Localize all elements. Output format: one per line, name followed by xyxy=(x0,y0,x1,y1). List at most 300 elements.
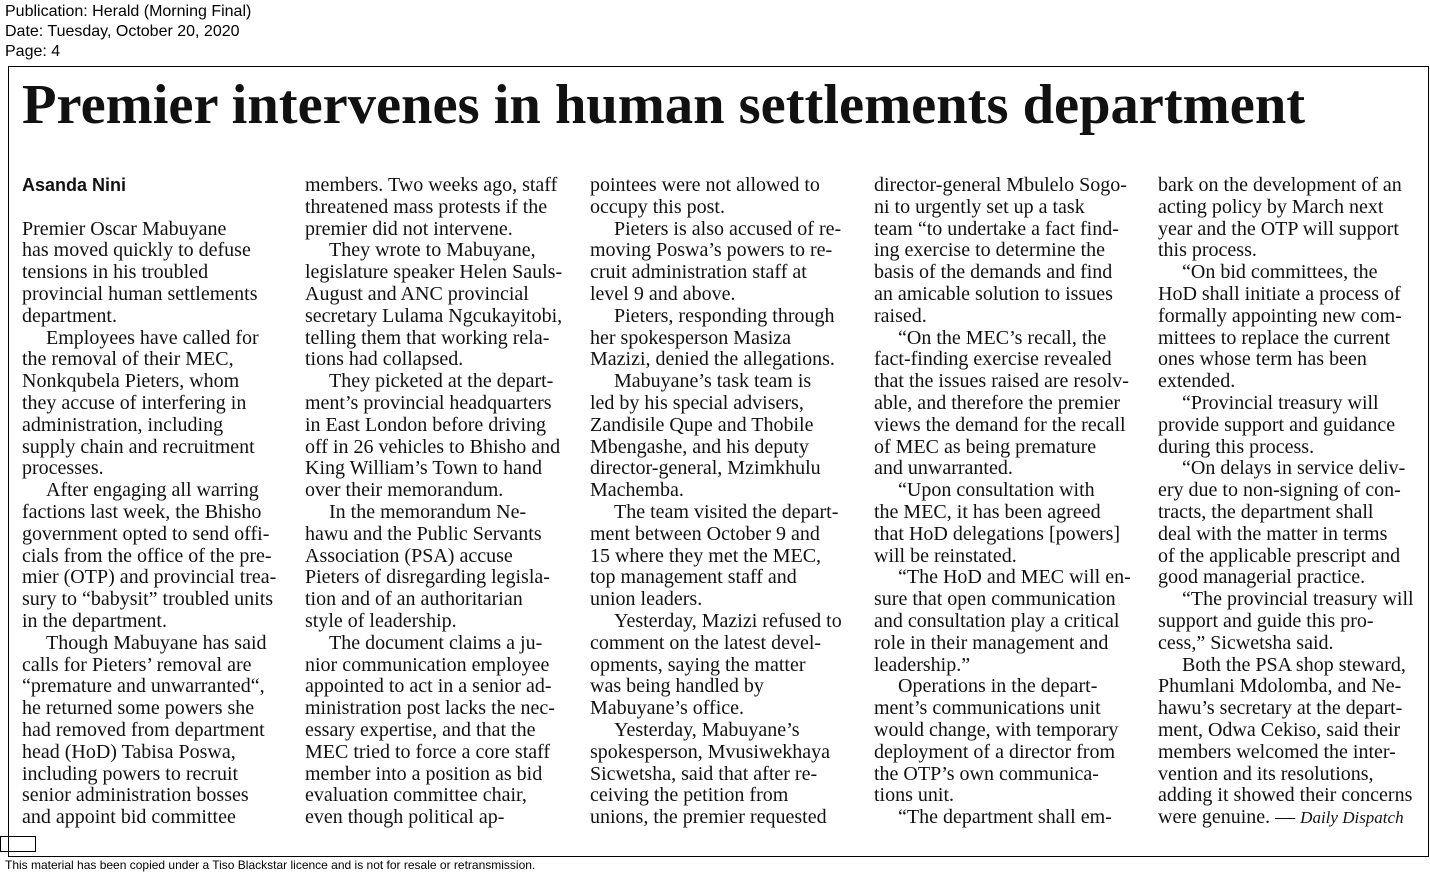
line-text: off in 26 vehicles to Bhisho and xyxy=(305,435,561,458)
line-text: was being handled by xyxy=(590,675,764,698)
text-line xyxy=(305,415,567,437)
line-text: Premier Oscar Mabuyane xyxy=(22,217,227,240)
line-text: ministration post lacks the nec- xyxy=(305,697,555,720)
date-line: Date: Tuesday, October 20, 2020 xyxy=(5,23,240,40)
line-text: Machemba. xyxy=(590,479,684,502)
text-line xyxy=(590,785,852,807)
line-text: “On delays in service deliv- xyxy=(1182,457,1406,480)
text-line xyxy=(1158,742,1420,764)
text-line xyxy=(1158,284,1420,306)
text-line xyxy=(1158,458,1420,480)
line-text: Operations in the depart- xyxy=(898,675,1098,698)
line-text: Pieters is also accused of re- xyxy=(614,217,842,240)
line-text: mier (OTP) and provincial trea- xyxy=(22,566,277,589)
text-line xyxy=(1158,262,1420,284)
text-line xyxy=(22,480,284,502)
line-text: The team visited the depart- xyxy=(614,500,839,523)
line-text: had removed from department xyxy=(22,718,265,741)
line-text: essary expertise, and that the xyxy=(305,718,536,741)
text-line xyxy=(1158,349,1420,371)
text-line xyxy=(874,197,1136,219)
text-line xyxy=(874,480,1136,502)
paragraph xyxy=(22,219,284,328)
text-line xyxy=(590,458,852,480)
text-line xyxy=(22,415,284,437)
line-text: Phumlani Mdolomba, and Ne- xyxy=(1158,675,1402,698)
text-line xyxy=(590,284,852,306)
paragraph xyxy=(590,175,852,219)
corner-mark xyxy=(0,836,36,852)
line-text: unions, the premier requested xyxy=(590,806,827,829)
paragraph xyxy=(1158,458,1420,589)
text-line xyxy=(874,764,1136,786)
line-text: this process. xyxy=(1158,239,1257,262)
text-line xyxy=(874,349,1136,371)
article-column-1 xyxy=(22,175,284,829)
text-line xyxy=(1158,328,1420,350)
text-line xyxy=(1158,240,1420,262)
text-line xyxy=(22,698,284,720)
text-line xyxy=(1158,546,1420,568)
text-line xyxy=(590,524,852,546)
line-text: in the department. xyxy=(22,609,167,632)
paragraph xyxy=(305,633,567,829)
paragraph xyxy=(305,502,567,633)
line-text: the removal of their MEC, xyxy=(22,348,234,371)
line-text: director-general Mbulelo Sogo- xyxy=(874,174,1127,196)
line-text: head (HoD) Tabisa Poswa, xyxy=(22,740,236,763)
text-line xyxy=(22,785,284,807)
text-line xyxy=(874,633,1136,655)
text-line xyxy=(305,676,567,698)
line-text: opments, saying the matter xyxy=(590,653,806,676)
text-line xyxy=(590,633,852,655)
text-line xyxy=(874,328,1136,350)
text-line xyxy=(305,349,567,371)
text-line xyxy=(590,328,852,350)
line-text: team “to undertake a fact find- xyxy=(874,217,1119,240)
line-text: during this process. xyxy=(1158,435,1315,458)
line-text: spokesperson, Mvusiwekhaya xyxy=(590,740,830,763)
text-line xyxy=(22,306,284,328)
text-line xyxy=(874,720,1136,742)
page-line: Page: 4 xyxy=(5,43,61,60)
text-line xyxy=(1158,698,1420,720)
line-text: calls for Pieters’ removal are xyxy=(22,653,252,676)
text-line xyxy=(590,611,852,633)
text-line xyxy=(305,764,567,786)
line-text: director-general, Mzimkhulu xyxy=(590,457,821,480)
line-text: will be reinstated. xyxy=(874,544,1017,567)
line-text: Pieters, responding through xyxy=(614,304,835,327)
text-line xyxy=(874,676,1136,698)
line-text: union leaders. xyxy=(590,588,703,611)
text-line xyxy=(590,567,852,589)
text-line xyxy=(590,676,852,698)
text-line xyxy=(1158,589,1420,611)
text-line xyxy=(305,480,567,502)
line-text: “The HoD and MEC will en- xyxy=(898,566,1131,589)
text-line xyxy=(305,175,567,197)
text-line xyxy=(22,349,284,371)
line-text: tion and of an authoritarian xyxy=(305,588,523,611)
text-line xyxy=(305,240,567,262)
line-text: HoD shall initiate a process of xyxy=(1158,282,1401,305)
text-line xyxy=(22,611,284,633)
paragraph xyxy=(874,676,1136,807)
line-text: threatened mass protests if the xyxy=(305,195,548,218)
text-line xyxy=(874,655,1136,677)
line-text: King William’s Town to hand xyxy=(305,457,543,480)
line-text: basis of the demands and find xyxy=(874,261,1113,284)
line-text: ing exercise to determine the xyxy=(874,239,1106,262)
licence-notice: This material has been copied under a Tiso Blackstar licence and is not for resale or retransmission. xyxy=(5,858,536,872)
article-column-3 xyxy=(590,175,852,829)
text-line xyxy=(1158,807,1420,829)
line-text: would change, with temporary xyxy=(874,718,1119,741)
text-line xyxy=(590,589,852,611)
paragraph xyxy=(22,328,284,481)
line-text: they accuse of interfering in xyxy=(22,391,247,414)
text-line xyxy=(874,371,1136,393)
line-text: supply chain and recruitment xyxy=(22,435,255,458)
line-text: able, and therefore the premier xyxy=(874,391,1120,414)
line-text: good managerial practice. xyxy=(1158,566,1366,589)
line-text: Mazizi, denied the allegations. xyxy=(590,348,835,371)
line-text: Mabuyane’s task team is xyxy=(614,370,812,393)
line-text: views the demand for the recall xyxy=(874,413,1126,436)
text-line xyxy=(305,611,567,633)
line-text: ni to urgently set up a task xyxy=(874,195,1085,218)
text-line xyxy=(590,480,852,502)
line-text: sury to “babysit” troubled units xyxy=(22,588,274,611)
text-line xyxy=(874,567,1136,589)
paragraph xyxy=(874,567,1136,676)
text-line xyxy=(305,785,567,807)
paragraph xyxy=(22,480,284,633)
line-text: government opted to send offi- xyxy=(22,522,270,545)
text-line xyxy=(1158,567,1420,589)
paragraph xyxy=(1158,262,1420,393)
text-line xyxy=(874,262,1136,284)
line-text: member into a position as bid xyxy=(305,762,543,785)
text-line xyxy=(305,567,567,589)
line-text: legislature speaker Helen Sauls- xyxy=(305,261,563,284)
text-line xyxy=(305,655,567,677)
line-text: that the issues raised are resolv- xyxy=(874,370,1129,393)
text-line xyxy=(22,742,284,764)
line-text: “Upon consultation with xyxy=(898,479,1095,502)
text-line xyxy=(22,284,284,306)
line-text: including powers to recruit xyxy=(22,762,239,785)
line-text: Zandisile Qupe and Thobile xyxy=(590,413,814,436)
line-text: ment’s communications unit xyxy=(874,697,1101,720)
text-line xyxy=(874,611,1136,633)
line-text: Sicwetsha, said that after re- xyxy=(590,762,818,785)
text-line xyxy=(305,807,567,829)
line-text: vention and its resolutions, xyxy=(1158,762,1374,785)
line-text: an amicable solution to issues xyxy=(874,282,1113,305)
text-line xyxy=(305,284,567,306)
text-line xyxy=(22,567,284,589)
paragraph xyxy=(1158,589,1420,654)
text-line xyxy=(22,328,284,350)
paragraph xyxy=(590,720,852,829)
line-text: moving Poswa’s powers to re- xyxy=(590,239,833,262)
line-text: ment between October 9 and xyxy=(590,522,820,545)
line-text: cruit administration staff at xyxy=(590,261,807,284)
line-text: “On the MEC’s recall, the xyxy=(898,326,1107,349)
text-line xyxy=(22,458,284,480)
publication-line: Publication: Herald (Morning Final) xyxy=(5,3,252,20)
line-text: tracts, the department shall xyxy=(1158,500,1374,523)
line-text: After engaging all warring xyxy=(46,479,259,502)
paragraph xyxy=(590,306,852,371)
line-text: “premature and unwarranted“, xyxy=(22,675,265,698)
paragraph xyxy=(590,219,852,306)
text-line xyxy=(305,698,567,720)
text-line xyxy=(305,589,567,611)
text-line xyxy=(22,589,284,611)
line-text: deployment of a director from xyxy=(874,740,1116,763)
text-line xyxy=(22,655,284,677)
text-line xyxy=(874,415,1136,437)
text-line xyxy=(1158,371,1420,393)
text-line xyxy=(590,502,852,524)
text-line xyxy=(1158,611,1420,633)
text-line xyxy=(590,197,852,219)
line-text: fact-finding exercise revealed xyxy=(874,348,1112,371)
line-text: mittees to replace the current xyxy=(1158,326,1391,349)
text-line xyxy=(305,742,567,764)
line-text: telling them that working rela- xyxy=(305,326,550,349)
text-line xyxy=(22,393,284,415)
line-text: deal with the matter in terms xyxy=(1158,522,1388,545)
text-line xyxy=(874,306,1136,328)
text-line xyxy=(590,219,852,241)
line-text: “The department shall em- xyxy=(898,806,1112,829)
paragraph xyxy=(305,371,567,502)
line-text: of MEC as being premature xyxy=(874,435,1097,458)
line-text: “The provincial treasury will xyxy=(1182,588,1414,611)
text-line xyxy=(305,458,567,480)
text-line xyxy=(305,197,567,219)
line-text: led by his special advisers, xyxy=(590,391,804,414)
article-column-4 xyxy=(874,175,1136,829)
text-line xyxy=(22,371,284,393)
line-text: in East London before driving xyxy=(305,413,547,436)
text-line xyxy=(874,458,1136,480)
line-text: hawu’s secretary at the depart- xyxy=(1158,697,1403,720)
text-line xyxy=(1158,655,1420,677)
line-text: leadership.” xyxy=(874,653,971,676)
line-text: processes. xyxy=(22,457,104,480)
text-line xyxy=(22,720,284,742)
text-line xyxy=(1158,785,1420,807)
line-text: the OTP’s own communica- xyxy=(874,762,1099,785)
line-text: Though Mabuyane has said xyxy=(46,631,267,654)
line-text: has moved quickly to defuse xyxy=(22,239,251,262)
text-line xyxy=(590,306,852,328)
text-line xyxy=(874,240,1136,262)
line-text: bark on the development of an xyxy=(1158,174,1402,196)
line-text: nior communication employee xyxy=(305,653,550,676)
line-text: evaluation committee chair, xyxy=(305,784,527,807)
text-line xyxy=(590,764,852,786)
text-line xyxy=(874,219,1136,241)
text-line xyxy=(22,764,284,786)
text-line xyxy=(874,785,1136,807)
line-text: hawu and the Public Servants xyxy=(305,522,542,545)
text-line xyxy=(1158,502,1420,524)
text-line xyxy=(590,371,852,393)
line-text: tions had collapsed. xyxy=(305,348,464,371)
line-text: August and ANC provincial xyxy=(305,282,529,305)
line-text: factions last week, the Bhisho xyxy=(22,500,262,523)
line-text: the MEC, it has been agreed xyxy=(874,500,1101,523)
text-line xyxy=(874,742,1136,764)
line-text: “Provincial treasury will xyxy=(1182,391,1379,414)
paragraph xyxy=(1158,175,1420,262)
line-text: Mabuyane’s office. xyxy=(590,697,745,720)
paragraph xyxy=(590,611,852,720)
line-text: “On bid committees, the xyxy=(1182,261,1378,284)
line-text: formally appointing new com- xyxy=(1158,304,1402,327)
line-text: even though political ap- xyxy=(305,806,505,829)
paragraph xyxy=(22,633,284,829)
paragraph xyxy=(305,175,567,240)
byline: Asanda Nini xyxy=(22,175,127,195)
text-line xyxy=(874,175,1136,197)
text-line xyxy=(1158,175,1420,197)
line-text: comment on the latest devel- xyxy=(590,631,822,654)
text-line xyxy=(874,589,1136,611)
line-text: ment, Odwa Cekiso, said their xyxy=(1158,718,1401,741)
text-line xyxy=(1158,720,1420,742)
line-text: and unwarranted. xyxy=(874,457,1013,480)
text-line xyxy=(1158,676,1420,698)
text-line xyxy=(305,306,567,328)
text-line xyxy=(590,437,852,459)
paragraph xyxy=(874,480,1136,567)
text-line xyxy=(590,240,852,262)
text-line xyxy=(1158,306,1420,328)
text-line xyxy=(590,262,852,284)
text-line xyxy=(874,546,1136,568)
line-text: senior administration bosses xyxy=(22,784,249,807)
line-text: provincial human settlements xyxy=(22,282,258,305)
line-text: 15 where they met the MEC, xyxy=(590,544,822,567)
line-text: were genuine. — xyxy=(1158,806,1296,829)
text-line xyxy=(590,698,852,720)
text-line xyxy=(305,502,567,524)
text-line xyxy=(1158,524,1420,546)
line-text: style of leadership. xyxy=(305,609,457,632)
line-text: ment’s provincial headquarters xyxy=(305,391,552,414)
line-text: of the applicable prescript and xyxy=(1158,544,1401,567)
text-line xyxy=(590,807,852,829)
line-text: administration, including xyxy=(22,413,224,436)
paragraph xyxy=(874,175,1136,328)
paragraph xyxy=(590,502,852,611)
text-line xyxy=(305,262,567,284)
line-text: premier did not intervene. xyxy=(305,217,513,240)
text-line xyxy=(590,175,852,197)
text-line xyxy=(1158,480,1420,502)
line-text: They wrote to Mabuyane, xyxy=(329,239,536,262)
text-line xyxy=(590,655,852,677)
line-text: acting policy by March next xyxy=(1158,195,1384,218)
text-line xyxy=(305,219,567,241)
line-text: Yesterday, Mazizi refused to xyxy=(614,609,842,632)
paragraph xyxy=(1158,393,1420,458)
source-credit: Daily Dispatch xyxy=(1300,808,1404,828)
text-line xyxy=(22,219,284,241)
line-text: members. Two weeks ago, staff xyxy=(305,174,558,196)
line-text: adding it showed their concerns xyxy=(1158,784,1413,807)
text-line xyxy=(22,437,284,459)
text-line xyxy=(590,546,852,568)
line-text: Yesterday, Mabuyane’s xyxy=(614,718,800,741)
line-text: sure that open communication xyxy=(874,588,1116,611)
text-line xyxy=(22,633,284,655)
paragraph xyxy=(874,328,1136,481)
text-line xyxy=(305,393,567,415)
line-text: her spokesperson Masiza xyxy=(590,326,792,349)
text-line xyxy=(305,546,567,568)
line-text: role in their management and xyxy=(874,631,1109,654)
text-line xyxy=(305,328,567,350)
line-text: tions unit. xyxy=(874,784,955,807)
text-line xyxy=(874,284,1136,306)
paragraph xyxy=(305,240,567,371)
text-line xyxy=(22,807,284,829)
text-line xyxy=(22,546,284,568)
text-line xyxy=(590,415,852,437)
text-line xyxy=(874,393,1136,415)
line-text: Employees have called for xyxy=(46,326,259,349)
line-text: Mbengashe, and his deputy xyxy=(590,435,809,458)
text-line xyxy=(1158,415,1420,437)
line-text: provide support and guidance xyxy=(1158,413,1396,436)
line-text: he returned some powers she xyxy=(22,697,255,720)
line-text: that HoD delegations [powers] xyxy=(874,522,1121,545)
line-text: and appoint bid committee xyxy=(22,806,236,829)
text-line xyxy=(1158,633,1420,655)
line-text: department. xyxy=(22,304,117,327)
clipping-metadata xyxy=(5,2,251,62)
text-line xyxy=(1158,197,1420,219)
text-line xyxy=(305,524,567,546)
line-text: tensions in his troubled xyxy=(22,261,209,284)
text-line xyxy=(305,437,567,459)
text-line xyxy=(874,437,1136,459)
paragraph xyxy=(1158,655,1420,829)
line-text: year and the OTP will support xyxy=(1158,217,1399,240)
text-line xyxy=(305,371,567,393)
text-line xyxy=(1158,393,1420,415)
line-text: and consultation play a critical xyxy=(874,609,1120,632)
line-text: top management staff and xyxy=(590,566,797,589)
headline: Premier intervenes in human settlements department xyxy=(22,74,1306,136)
line-text: secretary Lulama Ngcukayitobi, xyxy=(305,304,563,327)
line-text: In the memorandum Ne- xyxy=(329,500,527,523)
article-column-2 xyxy=(305,175,567,829)
text-line xyxy=(22,524,284,546)
text-line xyxy=(1158,219,1420,241)
text-line xyxy=(874,524,1136,546)
paragraph xyxy=(590,371,852,502)
